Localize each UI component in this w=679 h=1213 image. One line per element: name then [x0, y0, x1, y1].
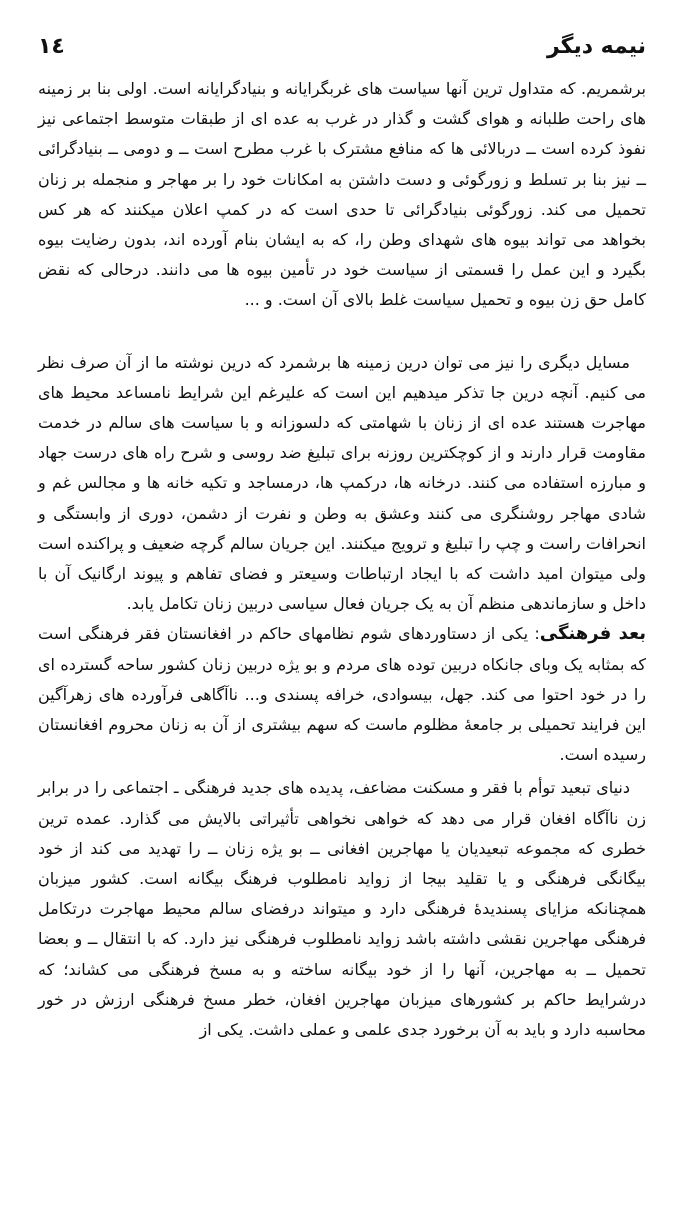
paragraph-2: مسایل دیگری را نیز می توان درین زمینه ها برشمرد که درین نوشته ما از آن صرف نظر می کنیم. آنچه درین جا تذکر میدهیم این است که علیرغم این شرایط نامساعد محیط های مهاجرت هستند عده ای از زنان با شهامتی که دلسوزانه و با سیاست های سالم در خدمت مقاومت قرار دارند و از کوچکترین روزنه برای تبلیغ ضد روسی و شرح راه های درست جهاد و مبارزه استفاده می کنند. درخانه ها، درکمپ ها، درمساجد و تکیه خانه ها و مجالس غم و شادی مهاجر روشنگری می کنند وعشق به وطن و نفرت از دشمن، دوری از وابستگی و انحرافات راست و چپ را تبلیغ و ترویج میکنند. این جریان سالم گرچه ضعیف و پراکنده است ولی میتوان امید داشت که با ایجاد ارتباطات وسیعتر و فضای تفاهم و پیوند ارگانیک آن با داخل و سازماندهی منظم آن به یک جریان فعال سیاسی دربین زنان تکامل یابد. — [38, 352, 646, 614]
page-number: ١٤ — [38, 34, 65, 59]
paragraph-4: دنیای تبعید توأم با فقر و مسکنت مضاعف، پدیده های جدید فرهنگی ـ اجتماعی را در برابر زن ناآگاه افغان قرار می دهد که خواهی نخواهی تأثیراتی بالایش می گذارد. عمده ترین خطری که مجموعه تبعیدیان یا مهاجرین افغانی ــ بو یژه زنان ــ را تهدید می کند از خود بیگانگی فرهنگی و یا تقلید بیجا از زواید نامطلوب فرهنگ بیگانه است. کشور میزبان همچنانکه مزایای پسندیدهٔ فرهنگی دارد و میتواند درفضای سالم محیط مهاجرت درتکامل فرهنگی مهاجرین نقشی داشته باشد زواید نامطلوب فرهنگی نیز دارد. که با انتقال ــ و بعضا تحمیل ــ به مهاجرین، آنها را از خود بیگانه ساخته و به مسخ فرهنگی می کشاند؛ که درشرایط حاکم بر کشورهای میزبان مهاجرین افغان، خطر مسخ فرهنگی ارزش در خور محاسبه دارد و باید به آن برخورد جدی علمی و عملی داشت. یکی از — [38, 778, 646, 1040]
body-text — [38, 74, 646, 1045]
paragraph-gap — [38, 316, 646, 348]
running-title: نیمه دیگر — [546, 34, 646, 59]
paragraph-3-text: : یکی از دستاوردهای شوم نظامهای حاکم در افغانستان فقر فرهنگی است که بمثابه یک وبای جانکاه دربین توده های مردم و بو یژه دربین زنان کشور ساحه گسترده ای را در خود احتوا می کند. جهل، بیسوادی، خرافه پسندی و... ناآگاهی فرآورده های زهرآگین این فرایند تحمیلی بر جامعهٔ مظلوم ماست که سهم بیشتری از آن به زنان محروم افغانستان رسیده است. — [38, 624, 646, 765]
page-header — [38, 34, 646, 64]
paragraph-1: برشمریم. که متداول ترین آنها سیاست های غربگرایانه و بنیادگرایانه است. اولی بنا بر زمینه های راحت طلبانه و هوای گشت و گذار در غرب به عده ای از طبقات متوسط اجتماعی نیز نفوذ کرده است ــ دربالائی ها که منافع مشترک با غرب مطرح است ــ و دومی ــ بنیادگرائی ــ نیز بنا بر تسلط و زورگوئی و دست داشتن به امکانات خود را بر مهاجر و منجمله بر زنان تحمیل می کند. زورگوئی بنیادگرائی تا حدی است که در کمپ اعلان میکنند که هر کس بخواهد می تواند بیوه های شهدای وطن را، که به ایشان بنام آورده اند، بدون رضایت بیوه بگیرد و این عمل را قسمتی از سیاست خود در تأمین بیوه ها می دانند. درحالی که نقض کامل حق زن بیوه و تحمیل سیاست غلط بالای آن است. و ... — [38, 79, 646, 310]
paragraph-3 — [38, 619, 646, 770]
section-heading-cultural: بعد فرهنگی — [539, 623, 647, 645]
